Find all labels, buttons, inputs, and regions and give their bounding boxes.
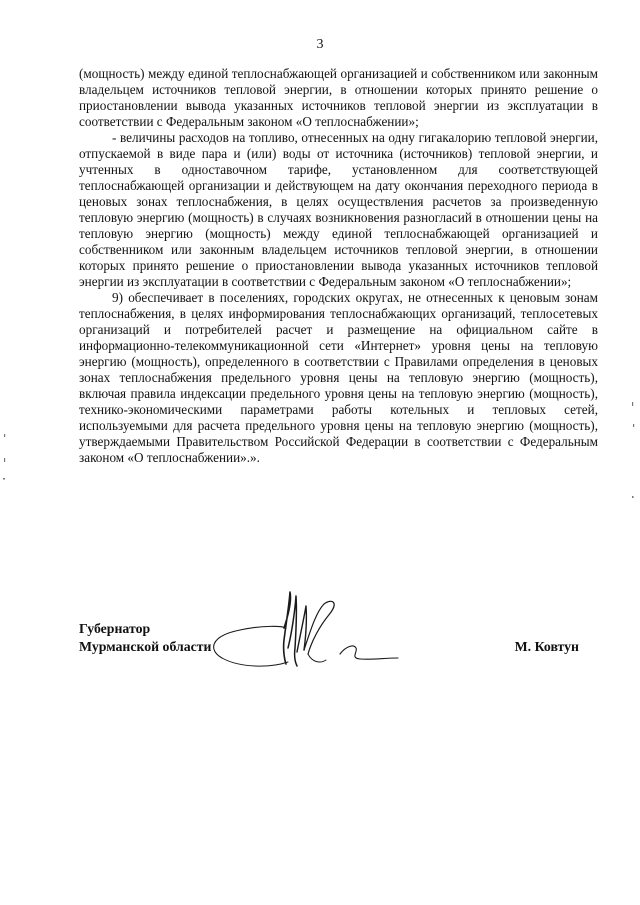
position-line-2: Мурманской области [79,639,212,654]
document-body [79,66,598,466]
position-line-1: Губернатор [79,621,151,636]
paragraph-item-9: 9) обеспечивает в поселениях, городских округах, не отнесенных к ценовым зонам теплоснабжения, в целях информирования теплоснабжающих организаций, теплосетевых организаций и потребителей расчет и размещение на официальном сайте в информационно-телекоммуникационной сети «Интернет» уровня цены на тепловую энергию (мощность), определенного в соответствии с Правилами определения в ценовых зонах теплоснабжения предельного уровня цены на тепловую энергию (мощность), включая правила индексации предельного уровня цены на тепловую энергию (мощность), технико-экономическими параметрами работы котельных и тепловых сетей, используемыми для расчета предельного уровня цены на тепловую энергию (мощность), утверждаемыми Правительством Российской Федерации в соответствии с Федеральным законом «О теплоснабжении».». [79,290,598,465]
paragraph-continuation: (мощность) между единой теплоснабжающей организацией и собственником или законным владельцем источников тепловой энергии, в отношении которых принято решение о приостановлении вывода указанных источников тепловой энергии из эксплуатации в соответствии с Федеральным законом «О теплоснабжении»; [79,66,598,129]
signer-name: М. Ковтун [514,639,579,654]
margin-speck [630,400,636,510]
page-number: 3 [316,37,324,52]
handwritten-signature [200,588,400,678]
signer-position [79,620,212,656]
margin-speck [2,432,8,492]
paragraph-fuel-costs: - величины расходов на топливо, отнесенных на одну гигакалорию тепловой энергии, отпускаемой в виде пара и (или) воды от источника (источников) тепловой энергии, и учтенных в одноставочном тарифе, установленном для соответствующей теплоснабжающей организации и действующем на дату окончания переходного периода в ценовых зонах теплоснабжения, в целях осуществления расчетов за произведенную тепловую энергию (мощность) в случаях возникновения разногласий в отношении цены на тепловую энергию (мощность) между единой теплоснабжающей организацией и собственником или законным владельцем источников тепловой энергии, в отношении которых принято решение о приостановлении вывода указанных источников тепловой энергии из эксплуатации в соответствии с Федеральным законом «О теплоснабжении»; [79,130,598,289]
